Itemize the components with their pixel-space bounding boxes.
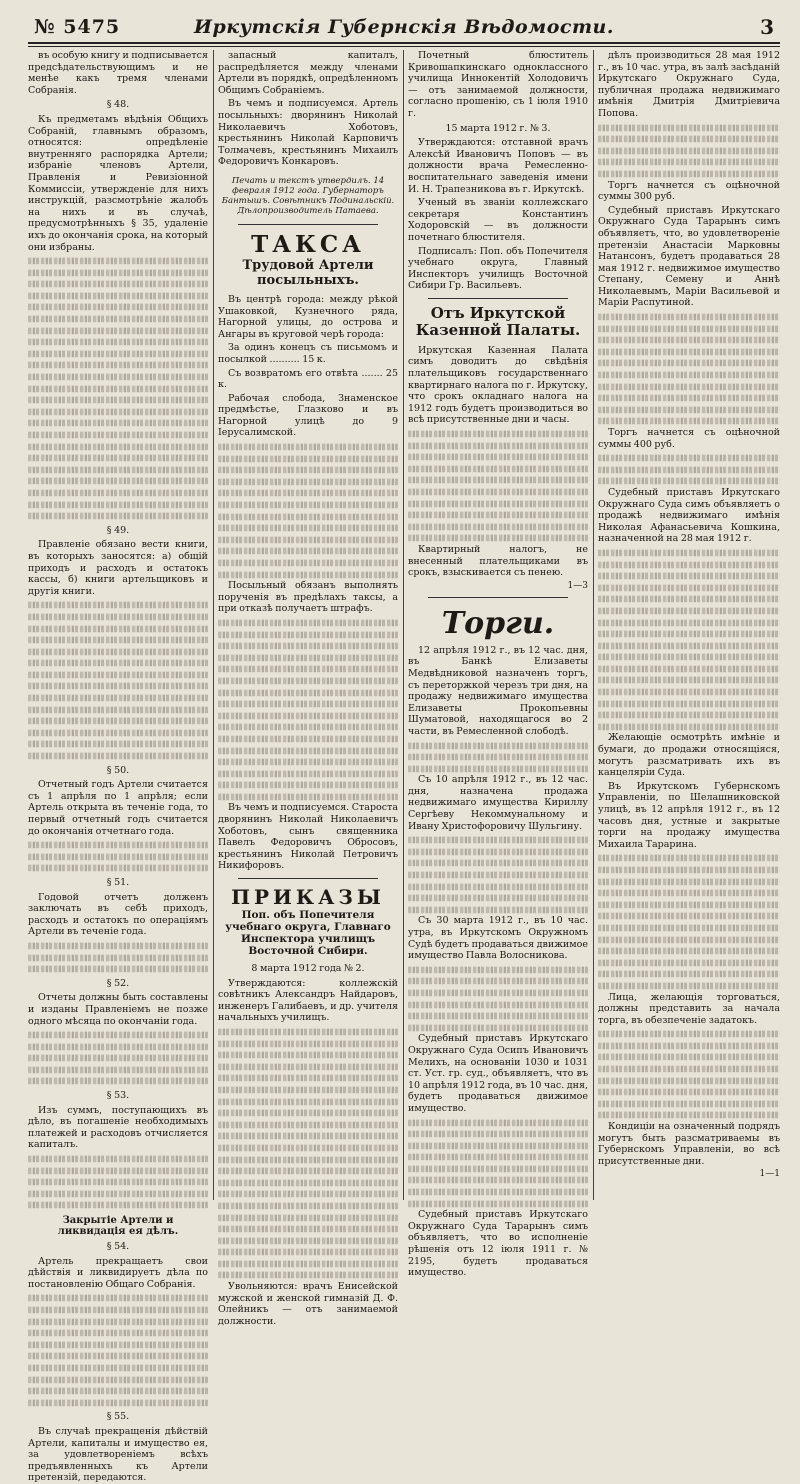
- illegible-text: [218, 782, 398, 788]
- illegible-text: [598, 584, 780, 590]
- illegible-text: [218, 759, 398, 765]
- illegible-text: [218, 1272, 398, 1278]
- illegible-text: [408, 523, 588, 529]
- illegible-text: [598, 159, 780, 165]
- masthead: [28, 14, 780, 44]
- illegible-text: [218, 620, 398, 626]
- illegible-text: [218, 1040, 398, 1046]
- illegible-text: [28, 432, 208, 438]
- illegible-text: [408, 1154, 588, 1160]
- illegible-text: [218, 525, 398, 531]
- paragraph: Годовой отчетъ долженъ заключать въ себѣ приходъ, расходъ и остатокъ по операціямъ Артели въ теченіе года.: [28, 891, 208, 938]
- torgi-heading: Торги.: [441, 605, 555, 641]
- column-divider: [403, 50, 404, 1200]
- illegible-text: [408, 454, 588, 460]
- columns: [28, 50, 780, 1484]
- illegible-text: [28, 602, 208, 608]
- illegible-text: [28, 1066, 208, 1072]
- illegible-text: [218, 747, 398, 753]
- illegible-text: [598, 147, 780, 153]
- auction-notice: Судебный приставъ Иркутскаго Окружнаго Суда Осипъ Ивановичъ Мелихъ, на основаніи 1030 и 1031 ст. Уст. гр. суд., объявляетъ, что въ 10 апрѣля 1912 года, въ 10 час. дня, будетъ продаваться движимое имущество.: [408, 1033, 588, 1114]
- illegible-text: [28, 327, 208, 333]
- prikazy-heading: ПРИКАЗЫ: [231, 885, 385, 910]
- illegible-text: [598, 573, 780, 579]
- order-date: 8 марта 1912 года № 2.: [251, 963, 365, 975]
- paragraph: Увольняются: врачъ Енисейской мужской и женской гимназій Д. Ф. Олейникъ — отъ занимаемой должности.: [218, 1281, 398, 1327]
- illegible-text: [28, 1078, 208, 1084]
- illegible-text: [218, 1063, 398, 1069]
- auction-notice: Судебный приставъ Иркутскаго Окружнаго Суда симъ объявляетъ о продажѣ недвижимаго имѣнія Николая Афанасьевича Кошкина, назначенной на 28 мая 1912 г.: [598, 486, 780, 545]
- illegible-text: [598, 596, 780, 602]
- illegible-text: [218, 678, 398, 684]
- illegible-text: [408, 1001, 588, 1007]
- illegible-text: [28, 316, 208, 322]
- illegible-text: [28, 455, 208, 461]
- illegible-text: [598, 124, 780, 130]
- illegible-text: [28, 741, 208, 747]
- illegible-text: [218, 444, 398, 450]
- illegible-text: [218, 478, 398, 484]
- signatories: Подписалъ: Поп. объ Попечителя учебнаго округа, Главный Инспекторъ училищъ Восточной Сибири Гр. Васильевъ.: [408, 245, 588, 292]
- illegible-text: [28, 660, 208, 666]
- illegible-text: [408, 1013, 588, 1019]
- paragraph: Почетный блюститель Кривошапкинскаго одноклассного училища Иннокентій Холодовичъ — отъ занимаемой должности, согласно прошенію, съ 1 іюля 1910 г.: [408, 50, 588, 119]
- page-number: 3: [760, 15, 774, 39]
- illegible-text: [408, 1142, 588, 1148]
- illegible-text: [218, 654, 398, 660]
- illegible-text: [598, 971, 780, 977]
- illegible-text: [408, 883, 588, 889]
- paragraph: Посыльный обязанъ выполнять порученія въ предѣлахъ таксы, а при отказѣ получаетъ штрафъ.: [218, 580, 398, 615]
- illegible-text: [598, 136, 780, 142]
- illegible-text: [218, 1168, 398, 1174]
- illegible-text: [28, 671, 208, 677]
- illegible-text: [408, 512, 588, 518]
- section-number: § 55.: [106, 1411, 130, 1423]
- illegible-text: [28, 1330, 208, 1336]
- order-date: 15 марта 1912 г. № 3.: [445, 122, 551, 134]
- illegible-text: [28, 1179, 208, 1185]
- illegible-text: [28, 501, 208, 507]
- illegible-text: [408, 966, 588, 972]
- illegible-text: [28, 718, 208, 724]
- illegible-text: [218, 724, 398, 730]
- illegible-text: [218, 770, 398, 776]
- illegible-text: [598, 1031, 780, 1037]
- auction-notice: Съ 10 апрѣля 1912 г., въ 12 час. дня, назначена продажа недвижимаго имущества Кириллу Сергѣеву Некоммунальному и Ивану Христофоровичу Шульгину.: [408, 774, 588, 832]
- illegible-text: [218, 1087, 398, 1093]
- illegible-text: [408, 1131, 588, 1137]
- column-4: [598, 50, 780, 1200]
- illegible-text: [598, 1042, 780, 1048]
- illegible-text: [218, 560, 398, 566]
- illegible-text: [28, 281, 208, 287]
- paragraph: Утверждаются: отставной врачъ Алексѣй Ивановичъ Поповъ — въ должности врача Ремесленно-воспитательнаго заведенія имени И. Н. Трапезникова въ г. Иркутскѣ.: [408, 137, 588, 195]
- illegible-text: [28, 853, 208, 859]
- paragraph: въ особую книгу и подписывается предсѣдательствующимъ и не менѣе какъ тремя членами Собранія.: [28, 50, 208, 96]
- illegible-text: [28, 397, 208, 403]
- illegible-text: [218, 1237, 398, 1243]
- divider: [428, 298, 568, 299]
- illegible-text: [598, 171, 780, 177]
- illegible-text: [598, 631, 780, 637]
- illegible-text: [408, 442, 588, 448]
- signatories: Въ чемъ и подписуемся. Артель посыльныхъ: дворянинъ Николай Николаевичъ Хоботовъ, крестьянинъ Николай Карповичъ Толмачевъ, крестьянинъ Михаилъ Федоровичъ Конкаровъ.: [218, 98, 398, 168]
- illegible-text: [598, 677, 780, 683]
- illegible-text: [28, 706, 208, 712]
- illegible-text: [218, 467, 398, 473]
- illegible-text: [28, 966, 208, 972]
- paragraph: Отчеты должны быть составлены и изданы Правленіемъ не позже одного мѣсяца по окончаніи года.: [28, 992, 208, 1027]
- illegible-text: [218, 571, 398, 577]
- paragraph: Желающіе осмотрѣть имѣніе и бумаги, до продажи относящіяся, могутъ разсматривать ихъ въ канцеляріи Суда.: [598, 732, 780, 779]
- illegible-text: [28, 683, 208, 689]
- section-number: § 54.: [106, 1241, 130, 1252]
- illegible-text: [28, 1202, 208, 1208]
- treasury-heading: Отъ Иркутской Казенной Палаты.: [415, 303, 581, 339]
- illegible-text: [598, 901, 780, 907]
- paragraph: Рабочая слобода, Знаменское предмѣстье, Глазково и въ Нагорной улицѣ до 9 Іерусалимской.: [218, 392, 398, 439]
- paragraph: Кондиціи на означенный подрядъ могутъ быть разсматриваемы въ Губернскомъ Управленіи, во всѣ присутственные дни.: [598, 1121, 780, 1167]
- illegible-text: [28, 625, 208, 631]
- illegible-text: [28, 420, 208, 426]
- illegible-text: [598, 1100, 780, 1106]
- illegible-text: [218, 712, 398, 718]
- paragraph: Изъ суммъ, поступающихъ въ дѣло, въ погашеніе необходимыхъ платежей и расходовъ отчисляется капиталъ.: [28, 1104, 208, 1151]
- paragraph: Въ центрѣ города: между рѣкой Ушаковкой, Кузнечного ряда, Нагорной улицы, до острова и Ангары въ круговой черѣ города:: [218, 293, 398, 340]
- paragraph: Ученый въ званіи коллежскаго секретаря Константинъ Ходоровскій — въ должности почетнаго блюстителя.: [408, 197, 588, 243]
- taksa-subheading: Трудовой Артели посыльныхъ.: [242, 257, 374, 288]
- illegible-text: [408, 754, 588, 760]
- illegible-text: [598, 712, 780, 718]
- auction-notice: дѣлъ производиться 28 мая 1912 г., въ 10 час. утра, въ залѣ засѣданій Иркутскаго Окружнаго Суда, публичная продажа недвижимаго имѣнія Дмитрія Дмитріевича Попова.: [598, 50, 780, 119]
- illegible-text: [218, 1191, 398, 1197]
- divider: [238, 224, 378, 225]
- masthead-rule: [28, 46, 780, 47]
- illegible-text: [28, 943, 208, 949]
- illegible-text: [598, 383, 780, 389]
- illegible-text: [598, 890, 780, 896]
- illegible-text: [218, 1226, 398, 1232]
- illegible-text: [28, 339, 208, 345]
- illegible-text: [408, 765, 588, 771]
- paragraph: Артель прекращаетъ свои дѣйствія и ликвидируетъ дѣла по постановленію Общаго Собранія.: [28, 1255, 208, 1290]
- illegible-text: [408, 1177, 588, 1183]
- illegible-text: [218, 736, 398, 742]
- illegible-text: [408, 872, 588, 878]
- illegible-text: [408, 906, 588, 912]
- illegible-text: [598, 936, 780, 942]
- illegible-text: [218, 1133, 398, 1139]
- illegible-text: [598, 348, 780, 354]
- illegible-text: [598, 395, 780, 401]
- auction-notice: Съ 30 марта 1912 г., въ 10 час. утра, въ Иркутскомъ Окружномъ Судѣ будетъ продаваться движимое имущество Павла Волосникова.: [408, 915, 588, 962]
- illegible-text: [408, 742, 588, 748]
- illegible-text: [28, 258, 208, 264]
- taksa-heading: ТАКСА: [251, 230, 365, 258]
- column-divider: [213, 50, 214, 1200]
- section-number: § 50.: [106, 764, 130, 776]
- section-number: § 48.: [106, 99, 130, 111]
- illegible-text: [598, 1066, 780, 1072]
- illegible-text: [598, 959, 780, 965]
- illegible-text: [28, 1032, 208, 1038]
- illegible-text: [218, 1110, 398, 1116]
- illegible-text: [408, 431, 588, 437]
- illegible-text: [28, 1156, 208, 1162]
- auction-start: Торгъ начнется съ оцѣночной суммы 400 руб.: [598, 427, 780, 450]
- section-number: § 52.: [106, 977, 130, 989]
- illegible-text: [598, 689, 780, 695]
- illegible-text: [408, 895, 588, 901]
- illegible-text: [28, 350, 208, 356]
- illegible-text: [598, 466, 780, 472]
- illegible-text: [28, 1365, 208, 1371]
- illegible-text: [218, 502, 398, 508]
- illegible-text: [28, 1043, 208, 1049]
- auction-notice: Судебный приставъ Иркутскаго Окружнаго Суда Тарарынъ симъ объявляетъ, что, во удовлетвореніе претензіи Анастасіи Марковны Натансонъ, будетъ продаваться 28 мая 1912 г. недвижимое имущество Степану, Семену и Аннѣ Николаевымъ, Маріи Васильевой и Маріи Распутиной.: [598, 204, 780, 309]
- illegible-text: [218, 1249, 398, 1255]
- illegible-text: [598, 337, 780, 343]
- illegible-text: [598, 608, 780, 614]
- illegible-text: [598, 550, 780, 556]
- auction-notice: 12 апрѣля 1912 г., въ 12 час. дня, въ Банкѣ Елизаветы Медвѣдниковой назначенъ торгъ, съ переторжкой черезъ три дня, на продажу недвижимаго имущества Елизаветы Прокопьевны Шуматовой, находящагося во 2 части, въ Ремесленной слободѣ.: [408, 644, 588, 737]
- illegible-text: [28, 1295, 208, 1301]
- illegible-text: [28, 385, 208, 391]
- illegible-text: [408, 990, 588, 996]
- illegible-text: [28, 443, 208, 449]
- illegible-text: [218, 1179, 398, 1185]
- illegible-text: [28, 490, 208, 496]
- illegible-text: [28, 865, 208, 871]
- illegible-text: [598, 1089, 780, 1095]
- illegible-text: [598, 406, 780, 412]
- column-divider: [593, 50, 594, 1200]
- issue-number: № 5475: [34, 16, 121, 38]
- paragraph: Къ предметамъ вѣдѣнія Общихъ Собраній, главнымъ образомъ, относятся: опредѣленіе внутренняго распорядка Артели; избраніе членовъ Артели, Правленія и Ревизіонной Коммиссіи, утвержденіе для нихъ инструкцій, разсмотрѣніе жалобъ на нихъ и въ случаѣ, предусмотрѣнныхъ § 35, удаленіе ихъ до окончанія срока, на который они избраны.: [28, 113, 208, 253]
- illegible-text: [218, 631, 398, 637]
- illegible-text: [218, 1075, 398, 1081]
- illegible-text: [598, 1077, 780, 1083]
- auction-notice: Судебный приставъ Иркутскаго Окружнаго Суда Тарарынъ симъ объявляетъ, что во исполненіе рѣшенія отъ 12 іюля 1911 г. № 2195, будетъ продаваться имущество.: [408, 1209, 588, 1279]
- illegible-text: [28, 695, 208, 701]
- section-heading: Закрытіе Артели и ликвидація ея дѣлъ.: [57, 1215, 179, 1237]
- paragraph: Иркутская Казенная Палата симъ доводитъ до свѣдѣнія плательщиковъ государственнаго квартирнаго налога по г. Иркутску, что срокъ окладнаго налога на 1912 годъ будетъ производиться во всѣ присутственные дни и часы.: [408, 344, 588, 426]
- illegible-text: [598, 867, 780, 873]
- illegible-text: [598, 654, 780, 660]
- tariff-line: За одинъ конецъ съ письмомъ и посылкой .......... 15 к.: [218, 342, 398, 365]
- illegible-text: [408, 1024, 588, 1030]
- section-number: § 51.: [106, 876, 130, 888]
- illegible-text: [598, 700, 780, 706]
- illegible-text: [408, 477, 588, 483]
- illegible-text: [408, 1189, 588, 1195]
- prikazy-subheading: Поп. объ Попечителя учебнаго округа, Главнаго Инспектора училищъ Восточной Сибири.: [225, 909, 391, 958]
- illegible-text: [218, 793, 398, 799]
- illegible-text: [218, 1098, 398, 1104]
- illegible-text: [598, 948, 780, 954]
- illegible-text: [218, 1029, 398, 1035]
- illegible-text: [28, 648, 208, 654]
- auction-start: Торгъ начнется съ оцѣночной суммы 300 руб.: [598, 179, 780, 203]
- illegible-text: [28, 513, 208, 519]
- column-1: [28, 50, 208, 1484]
- illegible-text: [408, 465, 588, 471]
- approval-note: Печать и текстъ утвердилъ. 14 февраля 1912 года. Губернаторъ Бантышъ. Совѣтникъ Подинальскій. Дѣлопроизводитель Патаева.: [221, 175, 395, 216]
- section-number: § 53.: [106, 1090, 130, 1102]
- illegible-text: [218, 490, 398, 496]
- illegible-text: [218, 666, 398, 672]
- notice-mark: 1—3: [567, 580, 588, 591]
- illegible-text: [218, 513, 398, 519]
- illegible-text: [598, 325, 780, 331]
- illegible-text: [218, 1052, 398, 1058]
- illegible-text: [218, 1214, 398, 1220]
- illegible-text: [28, 1055, 208, 1061]
- paragraph: Лица, желающія торговаться, должны представить за начала торга, въ обезпеченіе задатокъ.: [598, 991, 780, 1026]
- illegible-text: [598, 723, 780, 729]
- illegible-text: [598, 913, 780, 919]
- illegible-text: [598, 372, 780, 378]
- illegible-text: [408, 1119, 588, 1125]
- illegible-text: [598, 314, 780, 320]
- notice-mark: 1—1: [759, 1169, 780, 1180]
- illegible-text: [598, 1112, 780, 1118]
- newspaper-title: Иркутскія Губернскія Вѣдомости.: [194, 16, 614, 38]
- illegible-text: [218, 1145, 398, 1151]
- illegible-text: [598, 478, 780, 484]
- illegible-text: [28, 362, 208, 368]
- divider: [238, 878, 378, 879]
- illegible-text: [408, 860, 588, 866]
- illegible-text: [28, 1307, 208, 1313]
- illegible-text: [28, 1376, 208, 1382]
- illegible-text: [28, 954, 208, 960]
- illegible-text: [408, 837, 588, 843]
- illegible-text: [598, 878, 780, 884]
- illegible-text: [598, 925, 780, 931]
- illegible-text: [28, 1388, 208, 1394]
- illegible-text: [218, 548, 398, 554]
- illegible-text: [28, 1190, 208, 1196]
- illegible-text: [218, 643, 398, 649]
- illegible-text: [28, 842, 208, 848]
- illegible-text: [218, 455, 398, 461]
- illegible-text: [28, 304, 208, 310]
- illegible-text: [408, 500, 588, 506]
- paragraph: Правленіе обязано вести книги, въ которыхъ заносятся: а) общій приходъ и расходъ и остатокъ кассы, б) книги артельщиковъ и другія книги.: [28, 539, 208, 597]
- illegible-text: [218, 1156, 398, 1162]
- illegible-text: [598, 1054, 780, 1060]
- illegible-text: [408, 1165, 588, 1171]
- column-3: [408, 50, 588, 1279]
- illegible-text: [28, 478, 208, 484]
- illegible-text: [598, 983, 780, 989]
- tariff-line: Съ возвратомъ его отвѣта ....... 25 к.: [218, 367, 398, 391]
- illegible-text: [218, 701, 398, 707]
- illegible-text: [28, 753, 208, 759]
- illegible-text: [598, 619, 780, 625]
- illegible-text: [28, 729, 208, 735]
- illegible-text: [28, 374, 208, 380]
- illegible-text: [28, 614, 208, 620]
- illegible-text: [28, 466, 208, 472]
- illegible-text: [598, 418, 780, 424]
- illegible-text: [218, 1260, 398, 1266]
- paragraph: Отчетный годъ Артели считается съ 1 апрѣля по 1 апрѣля; если Артель открыта въ теченіе года, то первый отчетный годъ считается до окончанія отчетнаго года.: [28, 779, 208, 837]
- newspaper-page: [28, 14, 780, 1484]
- paragraph: Квартирный налогъ, не внесенный плательщиками въ срокъ, взыскивается съ пенею.: [408, 543, 588, 579]
- illegible-text: [408, 1200, 588, 1206]
- illegible-text: [218, 536, 398, 542]
- illegible-text: [28, 1318, 208, 1324]
- illegible-text: [28, 269, 208, 275]
- illegible-text: [598, 665, 780, 671]
- illegible-text: [408, 848, 588, 854]
- signatories: Въ чемъ и подписуемся. Староста дворянинъ Николай Николаевичъ Хоботовъ, сынъ священника Павелъ Федоровичъ Обросовъ, крестьянинъ Николай Петровичъ Никифоровъ.: [218, 802, 398, 872]
- illegible-text: [28, 637, 208, 643]
- illegible-text: [28, 292, 208, 298]
- illegible-text: [28, 1341, 208, 1347]
- illegible-text: [28, 408, 208, 414]
- illegible-text: [598, 855, 780, 861]
- column-2: [218, 50, 398, 1327]
- illegible-text: [598, 561, 780, 567]
- illegible-text: [28, 1353, 208, 1359]
- paragraph: Утверждаются: коллежскій совѣтникъ Александръ Найдаровъ, инженеръ Галибаевъ, и др. учителя начальныхъ училищъ.: [218, 977, 398, 1024]
- illegible-text: [408, 489, 588, 495]
- auction-notice: Въ Иркутскомъ Губернскомъ Управленіи, по Шелашниковской улицѣ, въ 12 апрѣля 1912 г., въ 12 часовъ дня, устные и закрытые торги на продажу имущества Михаила Тарарина.: [598, 780, 780, 850]
- illegible-text: [408, 978, 588, 984]
- section-number: § 49.: [106, 524, 130, 536]
- paragraph: Въ случаѣ прекращенія дѣйствій Артели, капиталы и имущество ея, за удовлетвореніемъ всѣхъ предъявленныхъ къ Артели претензій, передаются.: [28, 1425, 208, 1484]
- illegible-text: [218, 689, 398, 695]
- illegible-text: [218, 1203, 398, 1209]
- illegible-text: [28, 1399, 208, 1405]
- illegible-text: [598, 642, 780, 648]
- divider: [428, 597, 568, 598]
- illegible-text: [218, 1121, 398, 1127]
- illegible-text: [598, 455, 780, 461]
- illegible-text: [598, 360, 780, 366]
- illegible-text: [28, 1167, 208, 1173]
- paragraph: запасный капиталъ, распредѣляется между членами Артели въ порядкѣ, опредѣленномъ Общимъ Собраніемъ.: [218, 50, 398, 96]
- illegible-text: [408, 535, 588, 541]
